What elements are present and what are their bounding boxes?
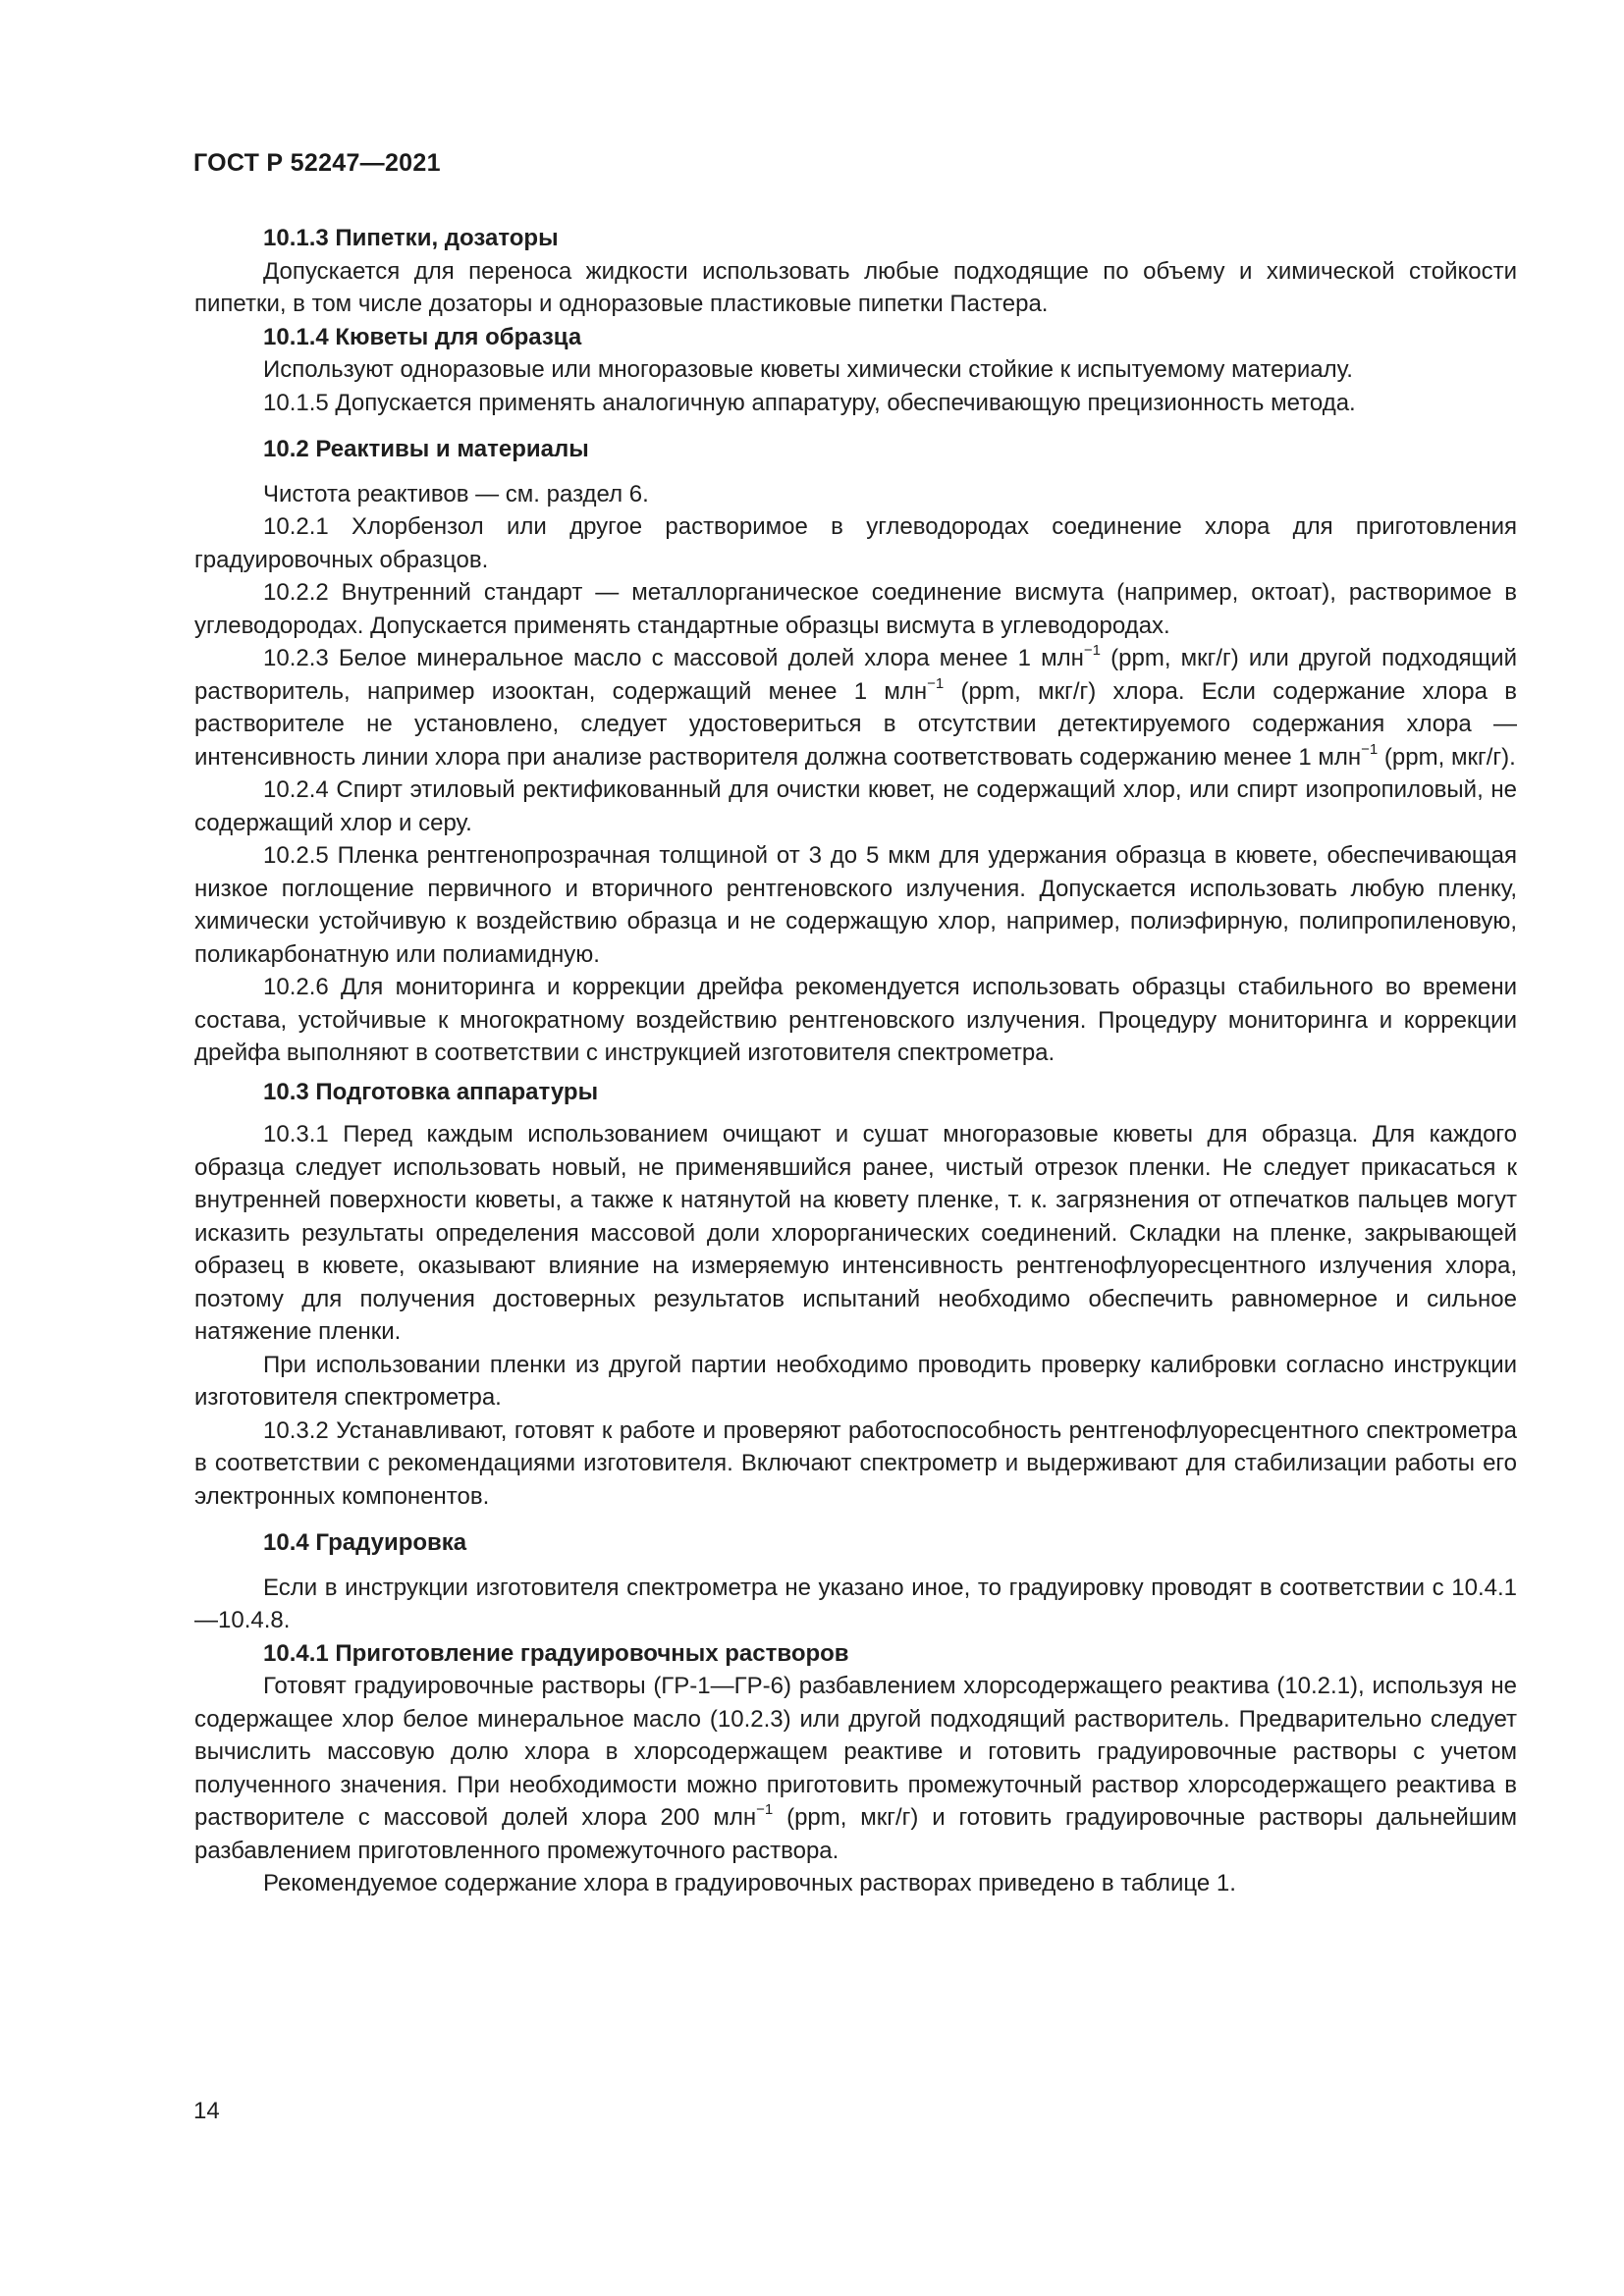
- paragraph-10-4-1: [194, 1670, 1517, 1867]
- paragraph-10-2-6: 10.2.6 Для мониторинга и коррекции дрейфа рекомендуется использовать образцы стабильного во времени состава, устойчивые к многократному воздействию рентгеновского излучения. Процедуру мониторинга и коррекции дрейфа выполняют в соответствии с инструкцией изготовителя спектрометра.: [194, 974, 1517, 1066]
- text-fragment: 10.2.3 Белое минеральное масло с массовой долей хлора менее 1 млн: [263, 645, 1084, 671]
- heading-10-1-3: 10.1.3 Пипетки, дозаторы: [263, 225, 559, 251]
- text-fragment: (ppm, мкг/г) и готовить градуировочные растворы дальнейшим разбавлением приготовленного промежуточного раствора.: [194, 1804, 1518, 1864]
- paragraph-10-1-3: Допускается для переноса жидкости использовать любые подходящие по объему и химической стойкости пипетки, в том числе дозаторы и одноразовые пластиковые пипетки Пастера.: [194, 257, 1517, 317]
- paragraph-10-1-4: Используют одноразовые или многоразовые кюветы химически стойкие к испытуемому материалу.: [263, 356, 1353, 383]
- text-fragment: Готовят градуировочные растворы (ГР-1—ГР-6) разбавлением хлорсодержащего реактива (10.2.1), используя не содержащее хлор белое минеральное масло (10.2.3) или другой подходящий растворитель. Предварительно следует вычислить массовую долю хлора в хлорсодержащем реактиве и готовить градуировочные растворы с учетом полученного значения. При необходимости можно приготовить промежуточный раствор хлорсодержащего реактива в растворителе с массовой долей хлора 200 млн: [194, 1673, 1517, 1831]
- superscript-exponent: −1: [927, 674, 945, 692]
- paragraph-10-2-5: 10.2.5 Пленка рентгенопрозрачная толщиной от 3 до 5 мкм для удержания образца в кювете, обеспечивающая низкое поглощение первичного и вторичного рентгеновского излучения. Допускается использовать любую пленку, химически устойчивую к воздействию образца и не содержащую хлор, например, полиэфирную, полипропиленовую, поликарбонатную или полиамидную.: [194, 842, 1517, 968]
- text-fragment: (ppm, мкг/г).: [1378, 743, 1516, 771]
- page-body: [194, 222, 1517, 1900]
- superscript-exponent: −1: [1361, 740, 1379, 758]
- paragraph-10-2-2: 10.2.2 Внутренний стандарт — металлорганическое соединение висмута (например, октоат), растворимое в углеводородах. Допускается применять стандартные образцы висмута в углеводородах.: [194, 579, 1517, 639]
- superscript-exponent: −1: [756, 1801, 774, 1818]
- paragraph-10-2-3: [194, 642, 1517, 774]
- standard-code: ГОСТ Р 52247—2021: [193, 149, 441, 177]
- paragraph-reagent-purity: Чистота реактивов — см. раздел 6.: [263, 480, 649, 507]
- paragraph-10-2-4: 10.2.4 Спирт этиловый ректификованный для очистки кювет, не содержащий хлор, или спирт изопропиловый, не содержащий хлор и серу.: [194, 776, 1517, 836]
- paragraph-10-1-5: 10.1.5 Допускается применять аналогичную аппаратуру, обеспечивающую прецизионность метода.: [263, 389, 1356, 416]
- page-number: 14: [193, 2098, 220, 2124]
- heading-10-1-4: 10.1.4 Кюветы для образца: [263, 323, 582, 350]
- paragraph-table-reference: Рекомендуемое содержание хлора в градуировочных растворах приведено в таблице 1.: [263, 1870, 1236, 1896]
- paragraph-10-2-1: 10.2.1 Хлорбензол или другое растворимое в углеводородах соединение хлора для приготовления градуировочных образцов.: [194, 513, 1517, 573]
- heading-10-2: 10.2 Реактивы и материалы: [263, 436, 589, 462]
- paragraph-film-calibration: При использовании пленки из другой партии необходимо проводить проверку калибровки согласно инструкции изготовителя спектрометра.: [194, 1351, 1517, 1411]
- paragraph-10-3-1: 10.3.1 Перед каждым использованием очищают и сушат многоразовые кюветы для образца. Для каждого образца следует использовать новый, не применявшийся ранее, чистый отрезок пленки. Не следует прикасаться к внутренней поверхности кюветы, а также к натянутой на кювету пленке, т. к. загрязнения от отпечатков пальцев могут исказить результаты определения массовой доли хлорорганических соединений. Складки на пленке, закрывающей образец в кювете, оказывают влияние на измеряемую интенсивность рентгенофлуоресцентного излучения хлора, поэтому для получения достоверных результатов испытаний необходимо обеспечить равномерное и сильное натяжение пленки.: [194, 1121, 1517, 1345]
- paragraph-10-3-2: 10.3.2 Устанавливают, готовят к работе и проверяют работоспособность рентгенофлуоресцентного спектрометра в соответствии с рекомендациями изготовителя. Включают спектрометр и выдерживают для стабилизации работы его электронных компонентов.: [194, 1416, 1517, 1510]
- paragraph-10-4-intro: Если в инструкции изготовителя спектрометра не указано иное, то градуировку проводят в соответствии с 10.4.1—10.4.8.: [194, 1574, 1517, 1633]
- text-fragment: (ppm, мкг/г) хлора. Если содержание хлора в растворителе не установлено, следует удостовериться в отсутствии детектируемого содержания хлора — интенсивность линии хлора при анализе растворителя должна соответствовать содержанию менее 1 млн: [194, 677, 1517, 771]
- text-fragment: (ppm, мкг/г) или другой подходящий растворитель, например изооктан, содержащий менее 1 млн: [194, 645, 1517, 705]
- heading-10-3: 10.3 Подготовка аппаратуры: [263, 1078, 599, 1105]
- heading-10-4-1: 10.4.1 Приготовление градуировочных растворов: [263, 1639, 849, 1667]
- heading-10-4: 10.4 Градуировка: [263, 1529, 467, 1556]
- superscript-exponent: −1: [1083, 642, 1102, 659]
